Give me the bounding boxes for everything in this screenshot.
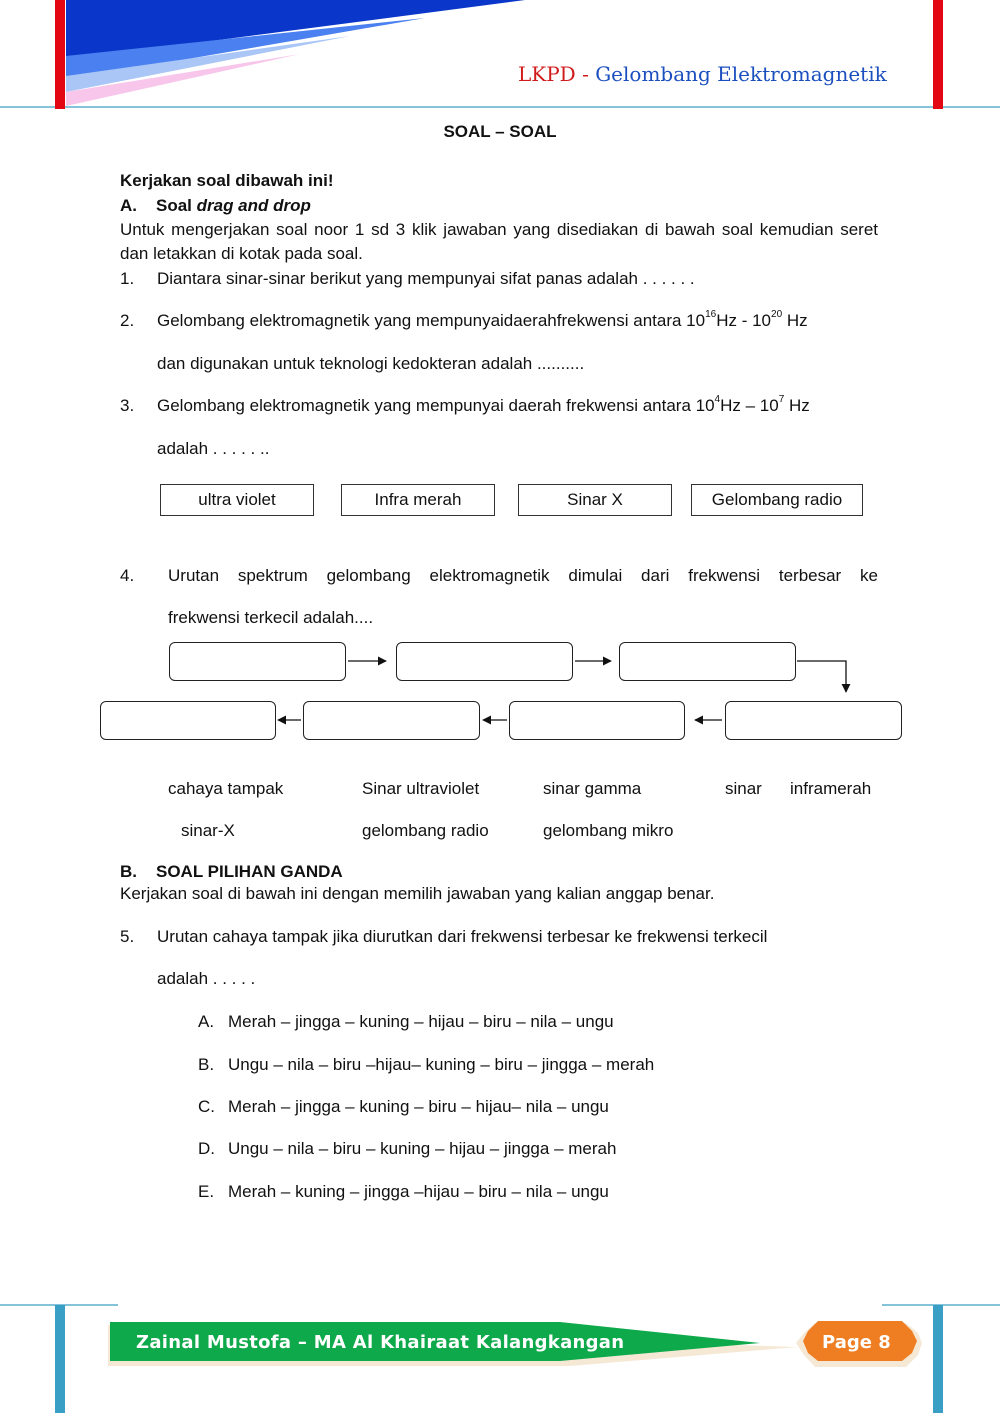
option-b-letter: B. (198, 1055, 215, 1074)
footer-author: Zainal Mustofa – MA Al Khairaat Kalangkangan (136, 1332, 625, 1353)
q1-number: 1. (120, 269, 135, 288)
choice-gelombang-radio-spectrum[interactable]: gelombang radio (362, 821, 489, 840)
q3-text-b: Hz – 10 (720, 396, 779, 415)
q3-number: 3. (120, 396, 135, 415)
choice-sinar-x-spectrum[interactable]: sinar-X (181, 821, 235, 840)
q1-text: Diantara sinar-sinar berikut yang mempunyai sifat panas adalah . . . . . . (157, 269, 695, 288)
choice-cahaya-tampak[interactable]: cahaya tampak (168, 779, 284, 798)
q2-sup2: 20 (771, 309, 783, 321)
title-separator: - (575, 62, 596, 86)
choice-sinar-x[interactable]: Sinar X (518, 484, 672, 516)
flow-arrows (0, 630, 1000, 760)
option-b-text: Ungu – nila – biru –hijau– kuning – biru – jingga – merah (228, 1055, 655, 1074)
document-title (518, 62, 887, 86)
option-a-letter: A. (198, 1012, 215, 1031)
footer-decoration (0, 1295, 1000, 1413)
q3-line2: adalah . . . . . .. (157, 439, 270, 458)
q5-line1: Urutan cahaya tampak jika diurutkan dari frekwensi terbesar ke frekwensi terkecil (157, 927, 768, 946)
option-d-letter: D. (198, 1139, 215, 1158)
choice-inframerah[interactable]: inframerah (790, 779, 872, 798)
q3-text-c: Hz (784, 396, 810, 415)
section-b-instruction: Kerjakan soal di bawah ini dengan memilih jawaban yang kalian anggap benar. (120, 884, 715, 903)
choice-sinar-ultraviolet[interactable]: Sinar ultraviolet (362, 779, 480, 798)
header-red-bar-right (933, 0, 943, 109)
section-a-label-italic: drag and drop (196, 196, 311, 215)
q3-sup1: 4 (714, 394, 721, 406)
choice-gelombang-mikro[interactable]: gelombang mikro (543, 821, 674, 840)
q3-sup2: 7 (778, 394, 785, 406)
q5-number: 5. (120, 927, 135, 946)
header-decoration (0, 0, 1000, 115)
option-c[interactable] (198, 1097, 609, 1117)
footer-bar-right (933, 1305, 943, 1413)
section-b-label: SOAL PILIHAN GANDA (156, 862, 343, 881)
footer-page-number: Page 8 (822, 1332, 891, 1353)
q4-line2: frekwensi terkecil adalah.... (168, 608, 374, 627)
q2-text-b: Hz - 10 (716, 311, 772, 330)
option-e-text: Merah – kuning – jingga –hijau – biru – nila – ungu (228, 1182, 609, 1201)
q2-line2: dan digunakan untuk teknologi kedokteran adalah .......... (157, 354, 585, 373)
section-a-letter: A. (120, 196, 137, 215)
choice-gelombang-radio[interactable]: Gelombang radio (691, 484, 863, 516)
section-a-instruction: Untuk mengerjakan soal noor 1 sd 3 klik jawaban yang disediakan di bawah soal kemudian seret dan letakkan di kotak pada soal. (120, 220, 878, 263)
q4-line1: Urutan spektrum gelombang elektromagnetik dimulai dari frekwensi terbesar ke (168, 566, 878, 585)
q3-text-a: Gelombang elektromagnetik yang mempunyai daerah frekwensi antara 10 (157, 396, 715, 415)
q5-line2: adalah . . . . . (157, 969, 256, 988)
option-a-text: Merah – jingga – kuning – hijau – biru – nila – ungu (228, 1012, 614, 1031)
choice-sinar[interactable]: sinar (725, 779, 762, 798)
choice-sinar-gamma[interactable]: sinar gamma (543, 779, 642, 798)
q2-text-a: Gelombang elektromagnetik yang mempunyaidaerahfrekwensi antara 10 (157, 311, 706, 330)
header-red-bar-left (55, 0, 65, 109)
option-a[interactable] (198, 1012, 614, 1032)
q2-number: 2. (120, 311, 135, 330)
page-title: SOAL – SOAL (443, 122, 557, 141)
option-d[interactable] (198, 1139, 616, 1159)
option-e-letter: E. (198, 1182, 215, 1201)
q2-sup1: 16 (705, 309, 717, 321)
arrow-3-4 (797, 661, 846, 692)
option-c-letter: C. (198, 1097, 215, 1116)
footer-bar-left (55, 1305, 65, 1413)
instruction-main: Kerjakan soal dibawah ini! (120, 171, 334, 190)
section-a-heading (120, 196, 311, 216)
q3-text (157, 396, 810, 416)
option-b[interactable] (198, 1055, 654, 1075)
section-a-label: Soal (156, 196, 197, 215)
option-c-text: Merah – jingga – kuning – biru – hijau– nila – ungu (228, 1097, 609, 1116)
title-subject: Gelombang Elektromagnetik (595, 62, 887, 86)
option-e[interactable] (198, 1182, 609, 1202)
section-b-heading (120, 862, 343, 882)
q2-text-c: Hz (782, 311, 808, 330)
title-lkpd: LKPD (518, 62, 576, 86)
choice-infra-merah[interactable]: Infra merah (341, 484, 495, 516)
choice-ultra-violet[interactable]: ultra violet (160, 484, 314, 516)
section-b-letter: B. (120, 862, 137, 881)
option-d-text: Ungu – nila – biru – kuning – hijau – jingga – merah (228, 1139, 617, 1158)
q4-number: 4. (120, 566, 135, 585)
q2-text (157, 311, 808, 331)
